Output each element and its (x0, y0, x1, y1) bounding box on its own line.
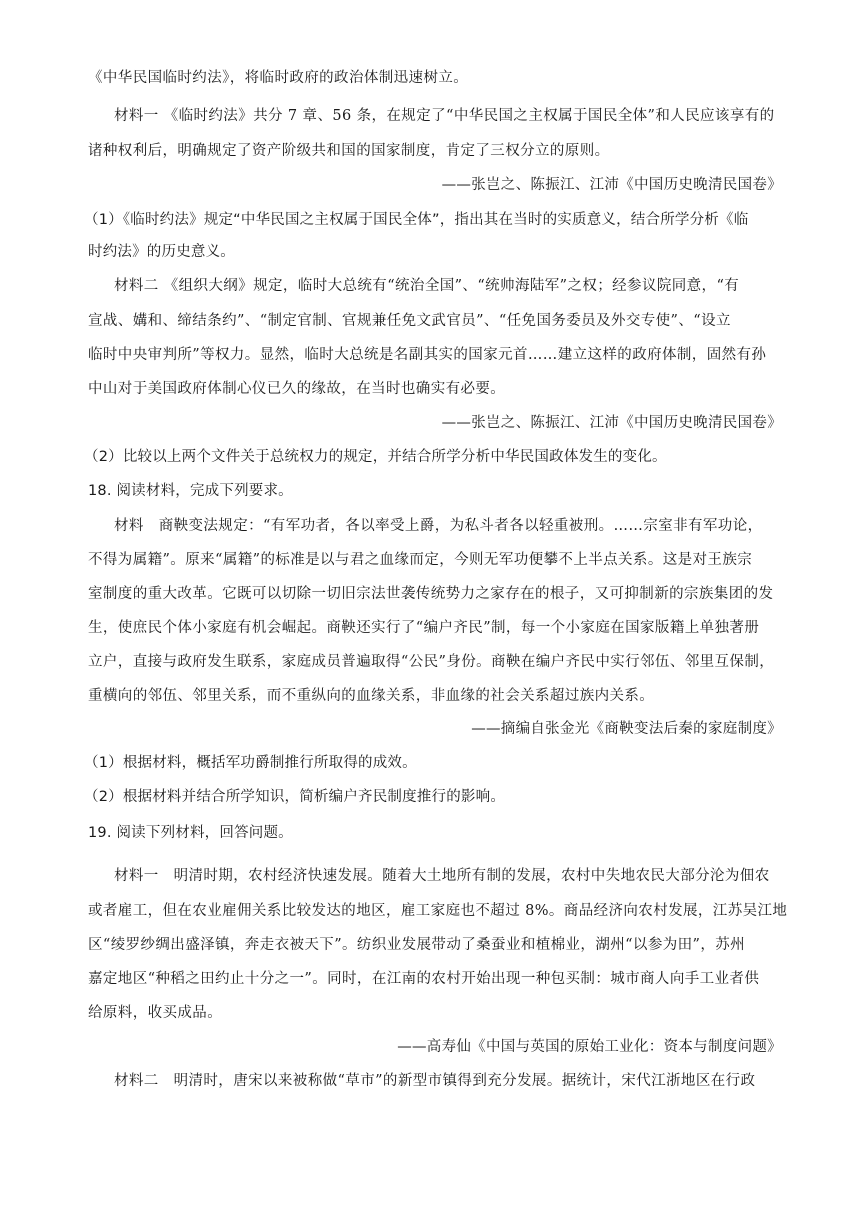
material-line: 诸种权利后，明确规定了资产阶级共和国的国家制度，肯定了三权分立的原则。 (88, 143, 610, 159)
question-line: （1）根据材料，概括军功爵制推行所取得的成效。 (84, 755, 417, 771)
material-line: 给原料，收买成品。 (88, 1005, 223, 1021)
source-citation: ——高寿仙《中国与英国的原始工业化：资本与制度问题》 (397, 1039, 782, 1055)
question-line: （1）《临时约法》规定“中华民国之主权属于国民全体”，指出其在当时的实质意义，结合所学分析《临 (84, 212, 749, 228)
material-line: 材料 商鞅变法规定：“有军功者，各以率受上爵，为私斗者各以轻重被刑。……宗室非有军功论， (114, 518, 763, 534)
material-line: 立户，直接与政府发生联系，家庭成员普遍取得“公民”身份。商鞅在编户齐民中实行邻伍、邻里互保制， (88, 654, 775, 670)
material-line: 材料一 明清时期，农村经济快速发展。随着大土地所有制的发展，农村中失地农民大部分沦为佃农 (114, 868, 770, 884)
text-line: 《中华民国临时约法》，将临时政府的政治体制迅速树立。 (88, 70, 469, 86)
material-line: 材料二 《组织大纲》规定，临时大总统有“统治全国”、“统帅海陆军”之权；经参议院同意，“有 (114, 278, 740, 294)
question-heading: 18. 阅读材料，完成下列要求。 (88, 483, 293, 499)
material-line: 室制度的重大改革。它既可以切除一切旧宗法世袭传统势力之家存在的根子，又可抑制新的宗族集团的发 (88, 586, 774, 602)
question-heading: 19. 阅读下列材料，回答问题。 (88, 825, 293, 841)
material-line: 生，使庶民个体小家庭有机会崛起。商鞅还实行了“编户齐民”制，每一个小家庭在国家版籍上单独著册 (88, 620, 760, 636)
material-line: 材料一 《临时约法》共分 7 章、56 条，在规定了“中华民国之主权属于国民全体”和人民应该享有的 (114, 108, 775, 124)
question-line: 时约法》的历史意义。 (88, 244, 235, 260)
material-line: 宣战、媾和、缔结条约”、“制定官制、官规兼任免文武官员”、“任免国务委员及外交专使”、“设立 (88, 313, 731, 329)
material-line: 材料二 明清时，唐宋以来被称做“草市”的新型市镇得到充分发展。据统计，宋代江浙地区在行政 (114, 1073, 756, 1089)
material-line: 区“绫罗纱绸出盛泽镇，奔走衣被天下”。纺织业发展带动了桑蚕业和植棉业，湖州“以参为田”，苏州 (88, 937, 746, 953)
source-citation: ——张岂之、陈振江、江沛《中国历史晚清民国卷》 (441, 415, 782, 431)
question-line: （2）根据材料并结合所学知识，简析编户齐民制度推行的影响。 (84, 789, 506, 805)
material-line: 中山对于美国政府体制心仪已久的缘故，在当时也确实有必要。 (88, 381, 506, 397)
question-line: （2）比较以上两个文件关于总统权力的规定，并结合所学分析中华民国政体发生的变化。 (84, 449, 667, 465)
source-citation: ——张岂之、陈振江、江沛《中国历史晚清民国卷》 (441, 177, 782, 193)
material-line: 或者雇工，但在农业雇佣关系比较发达的地区，雇工家庭也不超过 8%。商品经济向农村发展，江苏吴江地 (88, 903, 788, 919)
material-line: 临时中央审判所”等权力。显然，临时大总统是名副其实的国家元首……建立这样的政府体制，固然有孙 (88, 347, 767, 363)
material-line: 嘉定地区“种稻之田约止十分之一”。同时，在江南的农村开始出现一种包买制：城市商人向手工业者供 (88, 971, 760, 987)
material-line: 不得为属籍”。原来“属籍”的标准是以与君之血缘而定，今则无军功便攀不上半点关系。这是对王族宗 (88, 552, 753, 568)
material-line: 重横向的邻伍、邻里关系，而不重纵向的血缘关系，非血缘的社会关系超过族内关系。 (88, 688, 655, 704)
source-citation: ——摘编自张金光《商鞅变法后秦的家庭制度》 (471, 721, 782, 737)
